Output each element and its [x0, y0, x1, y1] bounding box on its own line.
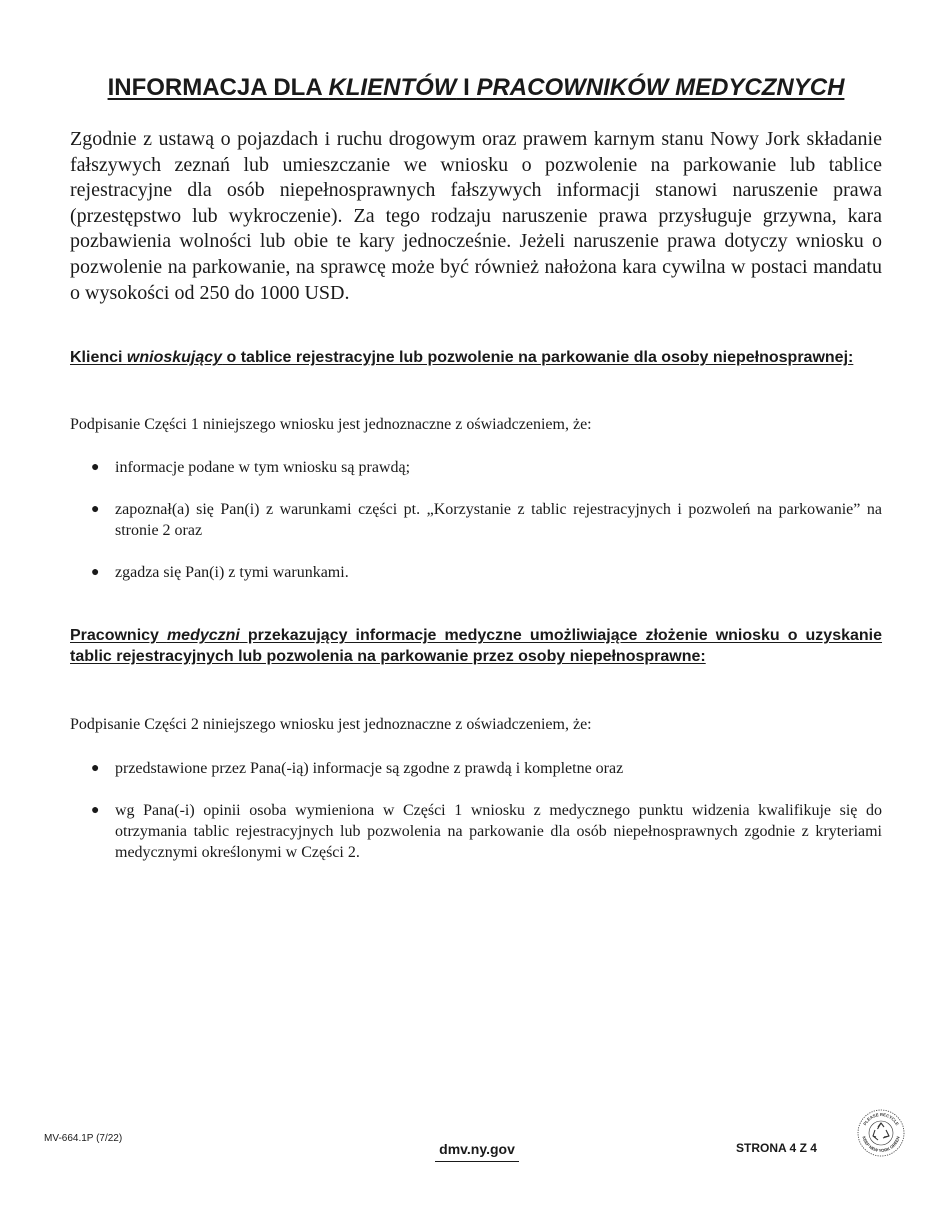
- section-heading-clients: [70, 347, 882, 368]
- page-number: STRONA 4 Z 4: [736, 1141, 817, 1155]
- bullet-icon: ●: [91, 460, 100, 475]
- title-part-2: KLIENTÓW: [328, 74, 457, 101]
- logo-text-top: PLEASE RECYCLE: [862, 1111, 900, 1127]
- bullet-icon: ●: [91, 565, 100, 580]
- list-item-text: wg Pana(-i) opinii osoba wymieniona w Części 1 wniosku z medycznego punktu widzenia kwalifikuje się do otrzymania tablic rejestracyjnych lub pozwolenia na parkowanie dla osób niepełnosprawnych zgodnie z kryteriami medycznymi określonymi w Części 2.: [115, 802, 882, 861]
- section2-lead: Podpisanie Części 2 niniejszego wniosku jest jednoznaczne z oświadczeniem, że:: [70, 716, 592, 733]
- section1-heading-em: wnioskujący: [126, 349, 223, 366]
- section-heading-medical: [70, 625, 882, 667]
- section2-bullet-list: [70, 758, 882, 863]
- list-item: [70, 758, 882, 779]
- bullet-icon: ●: [91, 761, 100, 776]
- section2-heading-pre: Pracownicy: [70, 627, 167, 644]
- title-part-4: PRACOWNIKÓW MEDYCZNYCH: [476, 74, 845, 101]
- intro-paragraph: Zgodnie z ustawą o pojazdach i ruchu drogowym oraz prawem karnym stanu Nowy Jork składanie fałszywych zeznań lub umieszczanie we wniosku o pozwolenie na parkowanie lub tablice rejestracyjne dla osób niepełnosprawnych fałszywych informacji stanowi naruszenie prawa (przestępstwo lub wykroczenie). Za tego rodzaju naruszenie prawa przysługuje grzywna, kara pozbawienia wolności lub obie te kary jednocześnie. Jeżeli naruszenie prawa dotyczy wniosku o pozwolenie na parkowanie, na sprawcę może być również nałożona kara cywilna w postaci mandatu o wysokości od 250 do 1000 USD.: [70, 128, 882, 304]
- logo-text-bottom: KEEP NEW YORK GREEN: [861, 1135, 901, 1154]
- section1-heading-pre: Klienci: [70, 349, 127, 366]
- svg-text:KEEP NEW YORK GREEN: [861, 1136, 900, 1153]
- title-part-3: I: [456, 74, 477, 101]
- list-item: [70, 499, 882, 541]
- page-title: [70, 72, 882, 104]
- section2-heading-post: przekazujący informacje medyczne umożliwiające złożenie wniosku o uzyskanie tablic rejestracyjnych lub pozwolenia na parkowanie przez osoby niepełnosprawne:: [70, 627, 883, 665]
- list-item: [70, 800, 882, 863]
- list-item-text: przedstawione przez Pana(-ią) informacje są zgodne z prawdą i kompletne oraz: [115, 760, 624, 777]
- recycle-logo-icon: [856, 1108, 906, 1158]
- title-part-1: INFORMACJA DLA: [107, 74, 329, 101]
- list-item: [70, 457, 882, 478]
- list-item: [70, 562, 882, 583]
- section1-bullet-list: [70, 457, 882, 583]
- list-item-text: zgadza się Pan(i) z tymi warunkami.: [115, 564, 349, 581]
- website-link[interactable]: dmv.ny.gov: [435, 1140, 519, 1162]
- form-number: MV-664.1P (7/22): [44, 1133, 123, 1144]
- section2-heading-em: medyczni: [166, 627, 240, 644]
- list-item-text: zapoznał(a) się Pan(i) z warunkami części pt. „Korzystanie z tablic rejestracyjnych i pozwoleń na parkowanie” na stronie 2 oraz: [115, 501, 882, 539]
- section1-heading-post: o tablice rejestracyjne lub pozwolenie na parkowanie dla osoby niepełnosprawnej:: [222, 349, 854, 366]
- bullet-icon: ●: [91, 502, 100, 517]
- section1-lead: Podpisanie Części 1 niniejszego wniosku jest jednoznaczne z oświadczeniem, że:: [70, 416, 592, 433]
- bullet-icon: ●: [91, 803, 100, 818]
- list-item-text: informacje podane w tym wniosku są prawdą;: [115, 459, 411, 476]
